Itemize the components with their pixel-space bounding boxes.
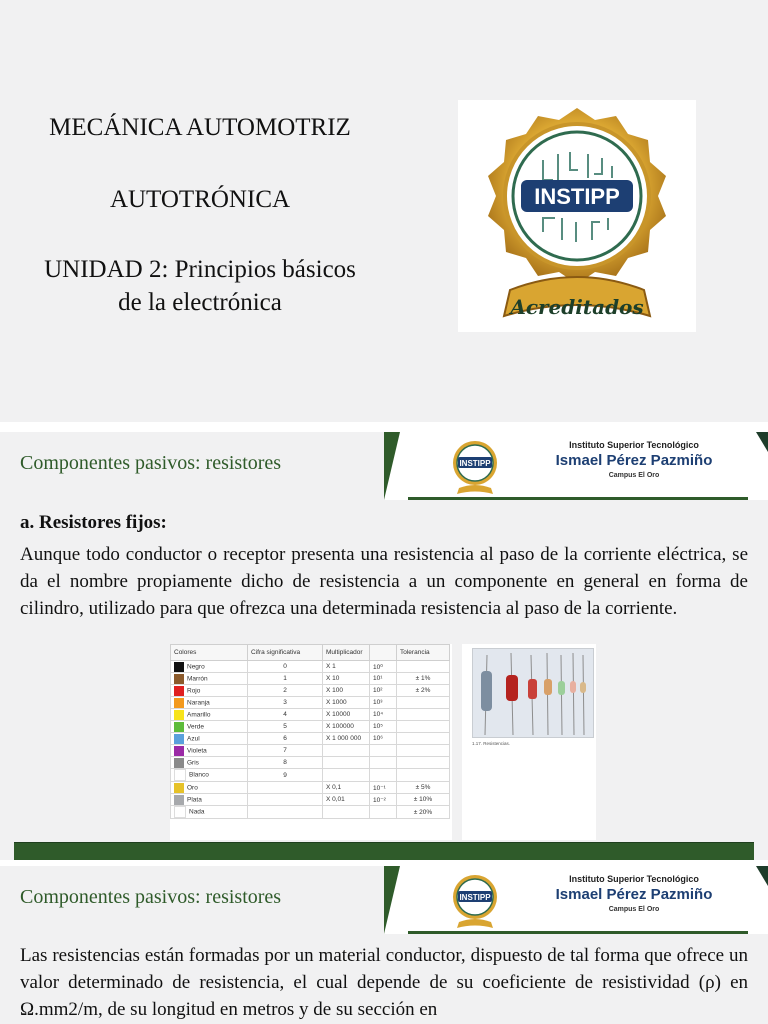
digit-cell: 9 (248, 769, 323, 782)
digit-cell: 2 (248, 685, 323, 697)
tol-cell (397, 709, 450, 721)
subheading: a. Resistores fijos: (20, 512, 167, 533)
tol-cell: ± 5% (397, 782, 450, 794)
tol-cell (397, 757, 450, 769)
header-accent (384, 432, 400, 500)
color-swatch (174, 758, 184, 768)
header-underline (408, 497, 748, 500)
column-header: Colores (171, 645, 248, 661)
table-row (171, 733, 450, 745)
table-row (171, 769, 450, 782)
color-swatch (174, 674, 184, 684)
header-underline (408, 931, 748, 934)
color-name: Gris (187, 759, 199, 767)
digit-cell (248, 794, 323, 806)
pow-cell: 10⁵ (370, 721, 397, 733)
resistors-image (472, 648, 594, 738)
institute-header (384, 866, 768, 934)
color-swatch (174, 806, 186, 818)
digit-cell (248, 806, 323, 819)
tol-cell (397, 745, 450, 757)
color-swatch (174, 662, 184, 672)
color-cell (171, 794, 248, 806)
digit-cell: 5 (248, 721, 323, 733)
column-header: Multiplicador (323, 645, 370, 661)
photo-caption: 1.17. Resistencias. (472, 741, 511, 746)
color-swatch (174, 783, 184, 793)
table-row (171, 673, 450, 685)
mult-cell: X 0,01 (323, 794, 370, 806)
table-row (171, 685, 450, 697)
color-swatch (174, 686, 184, 696)
color-cell (171, 721, 248, 733)
color-name: Nada (189, 808, 205, 816)
svg-text:INSTIPP: INSTIPP (459, 459, 491, 468)
digit-cell: 7 (248, 745, 323, 757)
color-swatch (174, 746, 184, 756)
color-swatch (174, 698, 184, 708)
svg-text:Acreditados: Acreditados (510, 295, 644, 319)
digit-cell: 6 (248, 733, 323, 745)
digit-cell: 1 (248, 673, 323, 685)
institute-name: Ismael Pérez Pazmiño (555, 886, 713, 903)
color-name: Negro (187, 663, 205, 671)
header-accent (384, 866, 400, 934)
pow-cell: 10¹ (370, 673, 397, 685)
color-cell (171, 733, 248, 745)
pow-cell (370, 745, 397, 757)
mult-cell: X 10000 (323, 709, 370, 721)
resistors-slide-2 (0, 866, 768, 1024)
tol-cell (397, 697, 450, 709)
seal-icon (458, 100, 696, 332)
mult-cell (323, 757, 370, 769)
color-cell (171, 757, 248, 769)
color-name: Marrón (187, 675, 208, 683)
color-code-table (170, 644, 452, 840)
table-row (171, 806, 450, 819)
institute-line1: Instituto Superior Tecnológico (569, 440, 699, 450)
pow-cell: 10⁰ (370, 661, 397, 673)
digit-cell: 4 (248, 709, 323, 721)
table-row (171, 745, 450, 757)
color-swatch (174, 795, 184, 805)
institute-header (384, 432, 768, 500)
table-row (171, 697, 450, 709)
table-header-row (171, 645, 450, 661)
institute-name: Ismael Pérez Pazmiño (555, 452, 713, 469)
color-cell (171, 745, 248, 757)
section-title: Componentes pasivos: resistores (20, 886, 282, 908)
digit-cell (248, 782, 323, 794)
tol-cell: ± 20% (397, 806, 450, 819)
unit-title-line1: UNIDAD 2: Principios básicos (44, 256, 356, 283)
course-title: MECÁNICA AUTOMOTRIZ (49, 114, 351, 141)
color-cell (171, 661, 248, 673)
color-swatch (174, 734, 184, 744)
pow-cell (370, 769, 397, 782)
pow-cell: 10⁻² (370, 794, 397, 806)
tol-cell: ± 1% (397, 673, 450, 685)
course-subtitle: AUTOTRÓNICA (109, 186, 291, 213)
color-swatch (174, 710, 184, 720)
table-row (171, 794, 450, 806)
pow-cell: 10⁴ (370, 709, 397, 721)
mult-cell: X 10 (323, 673, 370, 685)
color-cell (171, 709, 248, 721)
instipp-logo-icon (450, 872, 500, 930)
color-cell (171, 685, 248, 697)
pow-cell: 10² (370, 685, 397, 697)
tol-cell: ± 2% (397, 685, 450, 697)
table-row (171, 721, 450, 733)
tol-cell (397, 721, 450, 733)
tol-cell (397, 661, 450, 673)
tol-cell (397, 769, 450, 782)
instipp-logo-icon (450, 438, 500, 496)
mult-cell: X 1 (323, 661, 370, 673)
mult-cell (323, 769, 370, 782)
mult-cell: X 1000 (323, 697, 370, 709)
pow-cell (370, 806, 397, 819)
column-header (370, 645, 397, 661)
column-header: Tolerancia (397, 645, 450, 661)
color-name: Blanco (189, 771, 209, 779)
color-name: Amarillo (187, 711, 211, 719)
pow-cell: 10⁻¹ (370, 782, 397, 794)
color-name: Azul (187, 735, 200, 743)
svg-text:INSTIPP: INSTIPP (534, 184, 620, 209)
pow-cell: 10⁶ (370, 733, 397, 745)
resistors-illustration-icon (473, 649, 593, 737)
instipp-accredited-seal (458, 100, 696, 332)
mult-cell: X 100 (323, 685, 370, 697)
mult-cell: X 0,1 (323, 782, 370, 794)
color-name: Rojo (187, 687, 201, 695)
digit-cell: 8 (248, 757, 323, 769)
color-cell (171, 782, 248, 794)
color-cell (171, 769, 248, 782)
institute-line1: Instituto Superior Tecnológico (569, 874, 699, 884)
pow-cell: 10³ (370, 697, 397, 709)
tol-cell (397, 733, 450, 745)
table-row (171, 661, 450, 673)
color-name: Violeta (187, 747, 207, 755)
unit-title-line2: de la electrónica (118, 289, 282, 316)
paragraph: Aunque todo conductor o receptor presenta una resistencia al paso de la corriente eléctrica, se da el nombre propiamente dicho de resistencia a un componente en general en forma de cilindro, utilizado para que ofrezca una determinada resistencia al paso de la corriente. (20, 544, 748, 619)
campus-label: Campus El Oro (608, 906, 660, 913)
tol-cell: ± 10% (397, 794, 450, 806)
color-swatch (174, 722, 184, 732)
color-cell (171, 697, 248, 709)
table-row (171, 709, 450, 721)
header-corner (756, 432, 768, 452)
header-corner (756, 866, 768, 886)
mult-cell: X 100000 (323, 721, 370, 733)
color-name: Plata (187, 796, 202, 804)
title-slide (0, 0, 768, 422)
table-row (171, 782, 450, 794)
color-cell (171, 806, 248, 819)
mult-cell: X 1 000 000 (323, 733, 370, 745)
color-swatch (174, 769, 186, 781)
color-name: Naranja (187, 699, 210, 707)
color-cell (171, 673, 248, 685)
mult-cell (323, 745, 370, 757)
table-row (171, 757, 450, 769)
footer-bar (14, 842, 754, 860)
campus-label: Campus El Oro (608, 472, 660, 479)
mult-cell (323, 806, 370, 819)
section-title: Componentes pasivos: resistores (20, 452, 282, 474)
resistors-slide-1 (0, 432, 768, 860)
column-header: Cifra significativa (248, 645, 323, 661)
digit-cell: 0 (248, 661, 323, 673)
color-name: Verde (187, 723, 204, 731)
paragraph: Las resistencias están formadas por un material conductor, dispuesto de tal forma que ofrece un valor determinado de resistencia, el cual depende de su coeficiente de resistividad (ρ) en Ω.mm2/m, de su longitud en metros y de su sección en (20, 945, 748, 1020)
resistor-color-table (170, 644, 450, 819)
pow-cell (370, 757, 397, 769)
resistors-photo (462, 644, 596, 840)
svg-text:INSTIPP: INSTIPP (459, 893, 491, 902)
color-name: Oro (187, 784, 198, 792)
digit-cell: 3 (248, 697, 323, 709)
